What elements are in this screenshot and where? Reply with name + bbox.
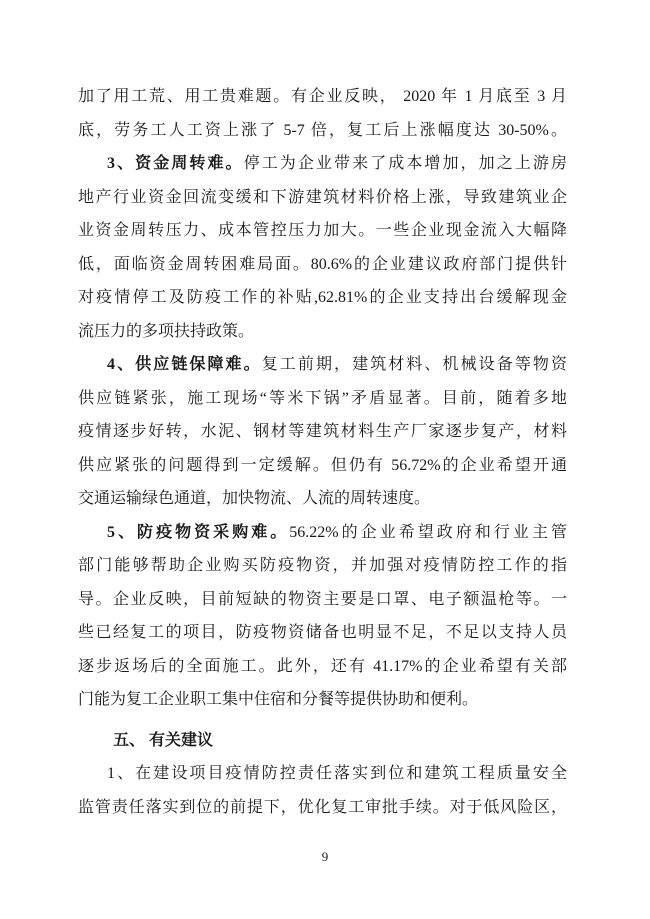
document-body <box>78 80 567 824</box>
text-line <box>78 516 567 550</box>
line-text: 业资金周转压力、成本管控压力加大。一些企业现金流入大幅降 <box>78 222 567 239</box>
line-text: 56.22%的企业希望政府和行业主管 <box>289 523 567 541</box>
line-text: 逐步返场后的全面施工。此外，还有 41.17%的企业希望有关部 <box>78 657 567 675</box>
line-text: 地产行业资金回流变缓和下游建筑材料价格上涨，导致建筑业企 <box>78 188 567 206</box>
line-text: 供应链紧张，施工现场“等米下锅”矛盾显著。目前，随着多地 <box>78 389 567 407</box>
text-line <box>78 248 567 282</box>
line-text: 导。企业反映，目前短缺的物资主要是口罩、电子额温枪等。一 <box>78 590 567 608</box>
line-text: 供应紧张的问题得到一定缓解。但仍有 56.72%的企业希望开通 <box>78 456 567 474</box>
section-heading: 五、 有关建议 <box>113 731 214 749</box>
text-line <box>78 80 567 114</box>
line-text: 部门能够帮助企业购买防疫物资，并加强对疫情防控工作的指 <box>78 557 567 574</box>
line-text: 低，面临资金周转困难局面。80.6%的企业建议政府部门提供针 <box>78 255 567 273</box>
paragraph-lead-bold: 3、资金周转难。 <box>107 155 244 172</box>
text-line <box>78 382 567 416</box>
paragraph-lead-bold: 5、防疫物资采购难。 <box>107 523 290 541</box>
line-text: 停工为企业带来了成本增加，加之上游房 <box>243 155 567 172</box>
line-text: 流压力的多项扶持政策。 <box>78 322 255 340</box>
line-text: 交通运输绿色通道，加快物流、人流的周转速度。 <box>78 490 431 507</box>
line-text: 底，劳务工人工资上涨了 5-7 倍，复工后上涨幅度达 30-50%。 <box>78 121 567 139</box>
line-text: 疫情逐步好转，水泥、钢材等建筑材料生产厂家逐步复产，材料 <box>78 423 567 440</box>
line-text: 加了用工荒、用工贵难题。有企业反映， 2020 年 1 月底至 3 月 <box>78 88 567 105</box>
text-line <box>78 348 567 382</box>
text-line <box>78 281 567 315</box>
paragraph-lead-bold: 4、供应链保障难。 <box>107 356 262 373</box>
line-text: 对疫情停工及防疫工作的补贴,62.81%的企业支持出台缓解现金 <box>78 289 567 306</box>
text-line <box>78 549 567 583</box>
text-line <box>78 315 567 349</box>
page-number: 9 <box>321 849 329 864</box>
text-line <box>78 757 567 791</box>
text-line <box>78 650 567 684</box>
text-line <box>78 449 567 483</box>
line-text: 监管责任落实到位的前提下，优化复工审批手续。对于低风险区， <box>78 798 567 816</box>
text-line <box>78 114 567 148</box>
line-text: 些已经复工的项目，防疫物资储备也明显不足，不足以支持人员 <box>78 624 567 641</box>
line-text: 复工前期，建筑材料、机械设备等物资 <box>261 356 567 373</box>
text-line <box>78 791 567 825</box>
text-line <box>78 583 567 617</box>
text-line <box>78 415 567 449</box>
text-line <box>78 214 567 248</box>
line-text: 1、在建设项目疫情防控责任落实到位和建筑工程质量安全 <box>107 765 567 782</box>
text-line <box>78 181 567 215</box>
line-text: 门能为复工企业职工集中住宿和分餐等提供协助和便利。 <box>78 691 479 708</box>
text-line <box>78 616 567 650</box>
text-line <box>78 147 567 181</box>
text-line <box>78 482 567 516</box>
text-line <box>78 683 567 717</box>
